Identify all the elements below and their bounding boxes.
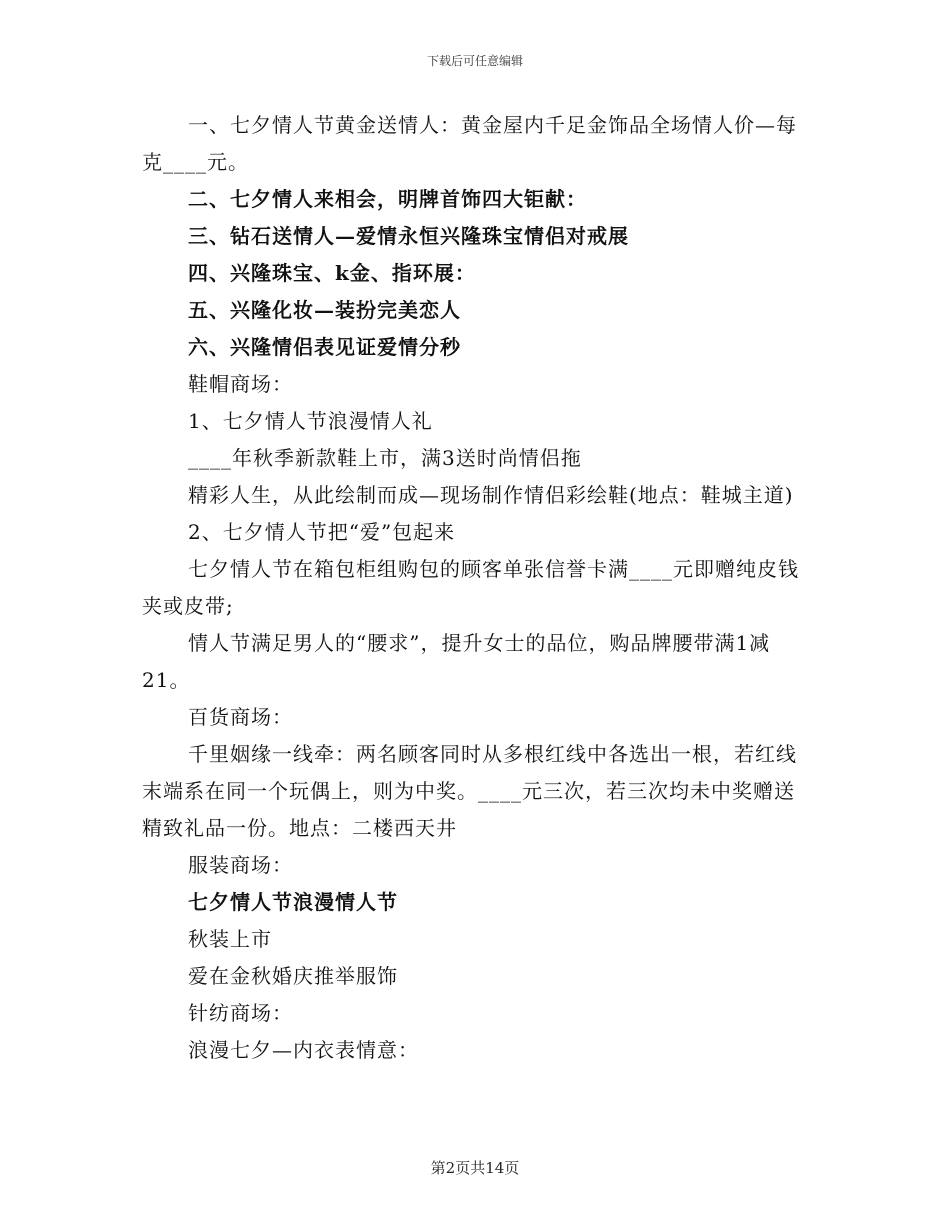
- paragraph: 二、七夕情人来相会，明牌首饰四大钜献：: [188, 187, 587, 211]
- paragraph: 针纺商场：: [188, 1001, 293, 1025]
- paragraph: 三、钻石送情人—爱情永恒兴隆珠宝情侣对戒展: [188, 224, 629, 248]
- document-body: [142, 107, 810, 1069]
- paragraph: 七夕情人节浪漫情人节: [188, 890, 398, 914]
- paragraph: 2、七夕情人节把“爱”包起来: [188, 520, 456, 544]
- paragraph: 一、七夕情人节黄金送情人：黄金屋内千足金饰品全场情人价—每克____元。: [142, 113, 797, 174]
- paragraph: 鞋帽商场：: [188, 372, 293, 396]
- paragraph: 秋装上市: [188, 927, 272, 951]
- page-number: 第2页共14页: [430, 1159, 520, 1177]
- paragraph: 爱在金秋婚庆推举服饰: [188, 964, 398, 988]
- paragraph: 五、兴隆化妆—装扮完美恋人: [188, 298, 461, 322]
- paragraph: 七夕情人节在箱包柜组购包的顾客单张信誉卡满____元即赠纯皮钱夹或皮带;: [142, 557, 799, 618]
- paragraph: 精彩人生，从此绘制而成—现场制作情侣彩绘鞋(地点：鞋城主道): [188, 483, 794, 507]
- page-header: 下载后可任意编辑: [426, 54, 523, 68]
- paragraph: 1、七夕情人节浪漫情人礼: [188, 409, 433, 433]
- paragraph: 千里姻缘一线牵：两名顾客同时从多根红线中各选出一根，若红线末端系在同一个玩偶上，则为中奖。____元三次，若三次均未中奖赠送精致礼品一份。地点：二楼西天井: [142, 742, 797, 840]
- paragraph: 服装商场：: [188, 853, 293, 877]
- paragraph: 浪漫七夕—内衣表情意：: [188, 1038, 419, 1062]
- paragraph: 四、兴隆珠宝、k金、指环展：: [188, 261, 476, 285]
- paragraph: 六、兴隆情侣表见证爱情分秒: [188, 335, 461, 359]
- paragraph: ____年秋季新款鞋上市，满3送时尚情侣拖: [188, 446, 582, 470]
- paragraph: 百货商场：: [188, 705, 293, 729]
- paragraph: 情人节满足男人的“腰求”，提升女士的品位，购品牌腰带满1减21。: [142, 631, 771, 692]
